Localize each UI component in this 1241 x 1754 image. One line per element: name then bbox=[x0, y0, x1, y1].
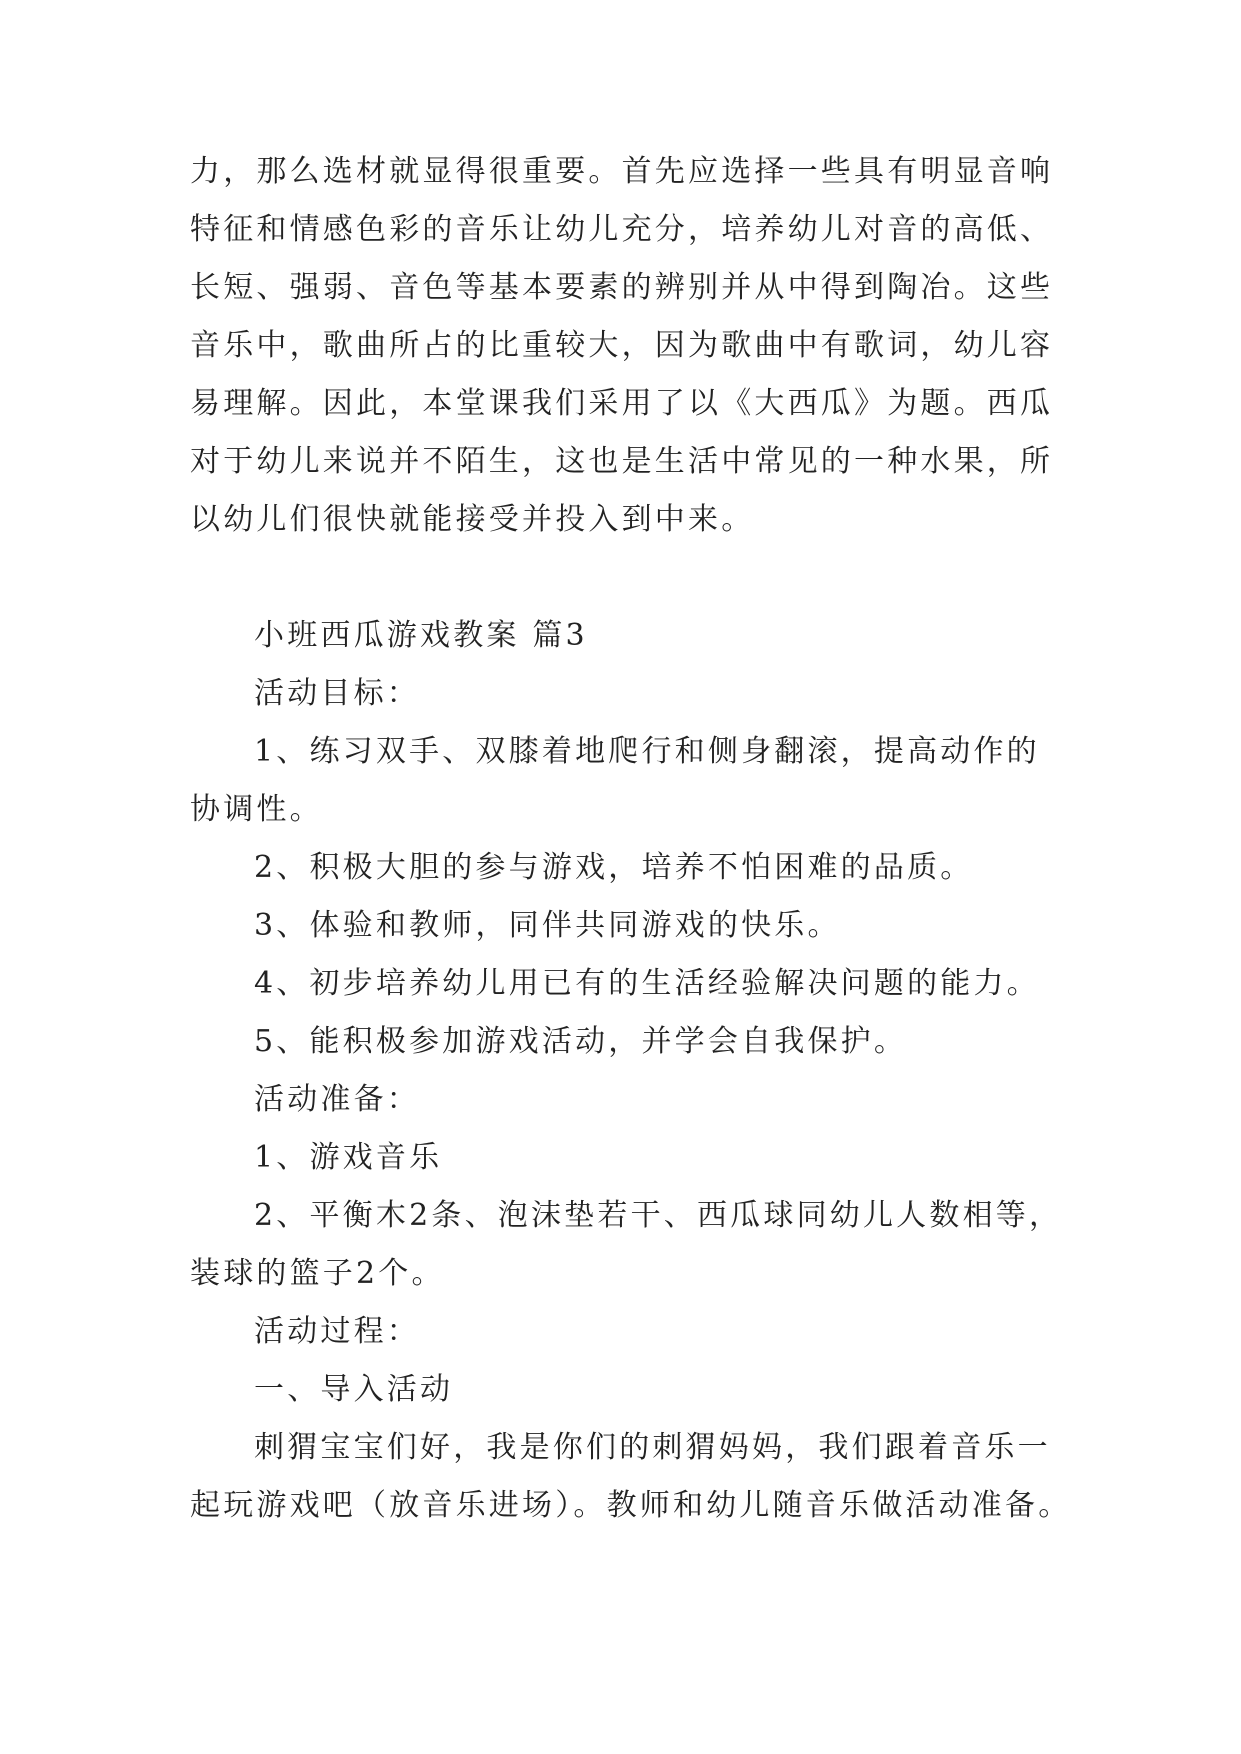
paragraph-line: 力，那么选材就显得很重要。首先应选择一些具有明显音响 bbox=[190, 154, 1054, 189]
paragraph-line: 以幼儿们很快就能接受并投入到中来。 bbox=[190, 502, 755, 537]
step-heading: 一、导入活动 bbox=[254, 1372, 454, 1407]
paragraph-line: 音乐中，歌曲所占的比重较大，因为歌曲中有歌词，幼儿容 bbox=[190, 328, 1054, 363]
goal-item: 4、初步培养幼儿用已有的生活经验解决问题的能力。 bbox=[254, 966, 1040, 1001]
prep-item: 2、平衡木2条、泡沫垫若干、西瓜球同幼儿人数相等， bbox=[254, 1198, 1063, 1233]
goal-item: 2、积极大胆的参与游戏，培养不怕困难的品质。 bbox=[254, 850, 974, 885]
prep-item: 1、游戏音乐 bbox=[254, 1140, 443, 1175]
goal-item: 3、体验和教师，同伴共同游戏的快乐。 bbox=[254, 908, 841, 943]
step-paragraph-line: 刺猬宝宝们好，我是你们的刺猬妈妈，我们跟着音乐一 bbox=[254, 1430, 1051, 1465]
step-paragraph-line: 起玩游戏吧（放音乐进场）。教师和幼儿随音乐做活动准备。 bbox=[190, 1488, 1072, 1523]
goal-item: 5、能积极参加游戏活动，并学会自我保护。 bbox=[254, 1024, 908, 1059]
goals-heading: 活动目标： bbox=[254, 676, 420, 711]
goal-item: 1、练习双手、双膝着地爬行和侧身翻滚，提高动作的 bbox=[254, 734, 1040, 769]
goal-item-continued: 协调性。 bbox=[190, 792, 323, 827]
prep-heading: 活动准备： bbox=[254, 1082, 420, 1117]
prep-item-continued: 装球的篮子2个。 bbox=[190, 1256, 445, 1291]
paragraph-line: 长短、强弱、音色等基本要素的辨别并从中得到陶冶。这些 bbox=[190, 270, 1054, 305]
process-heading: 活动过程： bbox=[254, 1314, 420, 1349]
section-title: 小班西瓜游戏教案 篇3 bbox=[254, 618, 588, 653]
paragraph-line: 对于幼儿来说并不陌生，这也是生活中常见的一种水果，所 bbox=[190, 444, 1054, 479]
paragraph-line: 易理解。因此，本堂课我们采用了以《大西瓜》为题。西瓜 bbox=[190, 386, 1054, 421]
paragraph-line: 特征和情感色彩的音乐让幼儿充分，培养幼儿对音的高低、 bbox=[190, 212, 1054, 247]
